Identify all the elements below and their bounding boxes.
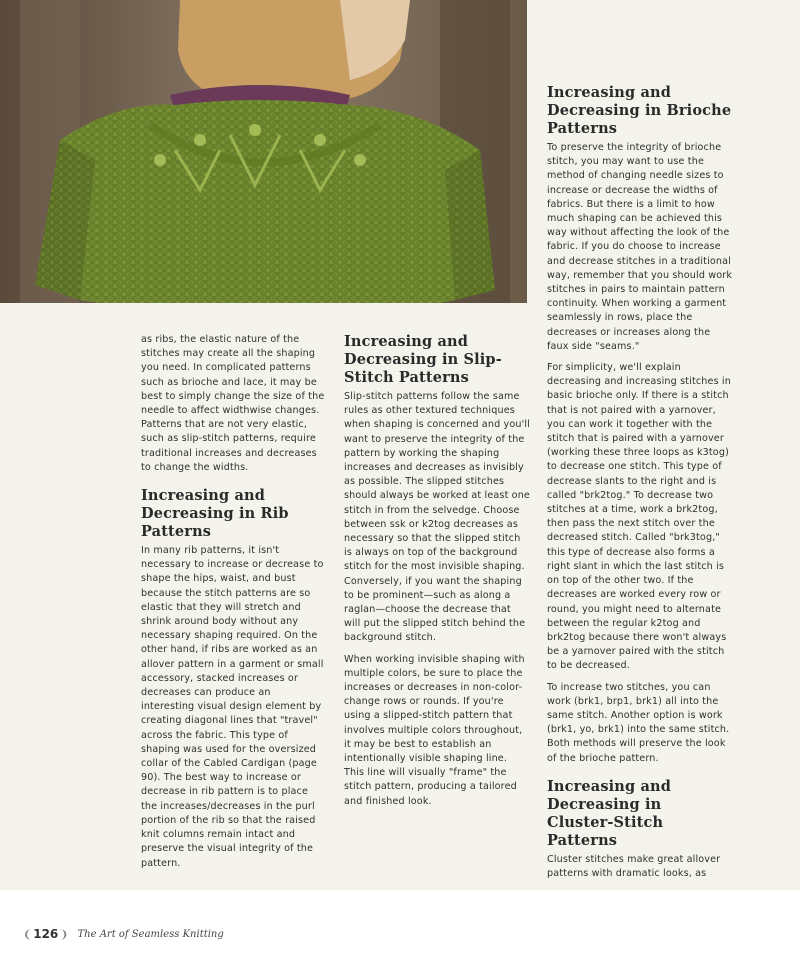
page-number: 126	[33, 927, 59, 941]
laurel-right-icon: ❩	[59, 927, 69, 941]
text-column-3	[547, 84, 733, 888]
paragraph-brioche-1: To preserve the integrity of brioche stitch, you may want to use the method of changing needle sizes to increase or decrease the widths of fabrics. But there is a limit to how much shaping can be achieved this way without affecting the look of the fabric. If you do choose to increase and decrease stitches in a traditional way, remember that you should work stitches in pairs to maintain pattern continuity. When working a garment seamlessly in rows, place the decreases or increases along the faux side "seams."	[547, 142, 733, 352]
page-footer	[22, 924, 224, 944]
heading-slip-stitch-patterns: Increasing and Decreasing in Slip-Stitch Patterns	[344, 333, 502, 386]
text-column-1	[141, 333, 327, 878]
sweater-photo	[0, 0, 527, 303]
heading-cluster-stitch-patterns: Increasing and Decreasing in Cluster-Stitch Patterns	[547, 777, 671, 849]
laurel-left-icon: ❨	[23, 927, 33, 941]
paragraph-brioche-3: To increase two stitches, you can work (brk1, brp1, brk1) all into the same stitch. Another option is work (brk1, yo, brk1) into the same stitch. Both methods will preserve the look of the brioche pattern.	[547, 681, 730, 764]
paragraph-brioche-2: For simplicity, we'll explain decreasing and increasing stitches in basic brioche only. If there is a stitch that is not paired with a yarnover, you can work it together with the stitch that is paired with a yarnover (working these three loops as k3tog) to decrease one stitch. This type of decrease slants to the right and is called "brk2tog." To decrease two stitches at a time, work a brk2tog, then pass the next stitch over the decreased stitch. Called "brk3tog," this type of decrease also forms a right slant in which the last stitch is on top of the other two. If the decreases are worked every row or round, you might need to alternate between the regular k2tog and brk2tog because there won't always be a yarnover paired with the stitch to be decreased.	[547, 362, 731, 672]
text-column-2	[344, 333, 530, 816]
heading-brioche-patterns: Increasing and Decreasing in Brioche Patterns	[547, 84, 732, 137]
book-title: The Art of Seamless Knitting	[77, 928, 224, 940]
paragraph-slip-stitch-2: When working invisible shaping with multiple colors, be sure to place the increases or decreases in non-color-change rows or rounds. If you're using a slipped-stitch pattern that involves multiple colors throughout, it may be best to establish an intentionally visible shaping line. This line will visually "frame" the stitch pattern, producing a tailored and finished look.	[344, 653, 525, 807]
paragraph-slip-stitch-1: Slip-stitch patterns follow the same rules as other textured techniques when shaping is concerned and you'll want to preserve the integrity of the pattern by working the shaping increases and decreases as invisibly as possible. The slipped stitches should always be worked at least one stitch in from the selvedge. Choose between ssk or k2tog decreases as necessary so that the slipped stitch is always on top of the background stitch for the most invisible shaping. Conversely, if you want the shaping to be prominent—such as along a raglan—choose the decrease that will put the slipped stitch behind the background stitch.	[344, 391, 530, 644]
paragraph-elastic-ribs: as ribs, the elastic nature of the stitches may create all the shaping you need. In complicated patterns such as brioche and lace, it may be best to simply change the size of the needle to affect widthwise changes. Patterns that are not very elastic, such as slip-stitch patterns, require traditional increases and decreases to change the widths.	[141, 334, 325, 473]
sweater-illustration	[0, 0, 527, 303]
heading-rib-patterns: Increasing and Decreasing in Rib Patterns	[141, 487, 289, 541]
page-folio	[22, 927, 70, 941]
paragraph-rib-patterns: In many rib patterns, it isn't necessary to increase or decrease to shape the hips, waist, and bust because the stitch patterns are so elastic that they will stretch and shrink around body without any necessary shaping required. On the other hand, if ribs are worked as an allover pattern in a garment or small accessory, stacked increases or decreases can produce an interesting visual design element by creating diagonal lines that "travel" across the fabric. This type of shaping was used for the oversized collar of the Cabled Cardigan (page 90). The best way to increase or decrease in rib pattern is to place the increases/decreases in the purl portion of the rib so that the raised knit columns remain intact and preserve the visual integrity of the pattern.	[141, 545, 324, 869]
paragraph-cluster-stitch: Cluster stitches make great allover patterns with dramatic looks, as	[547, 853, 721, 879]
